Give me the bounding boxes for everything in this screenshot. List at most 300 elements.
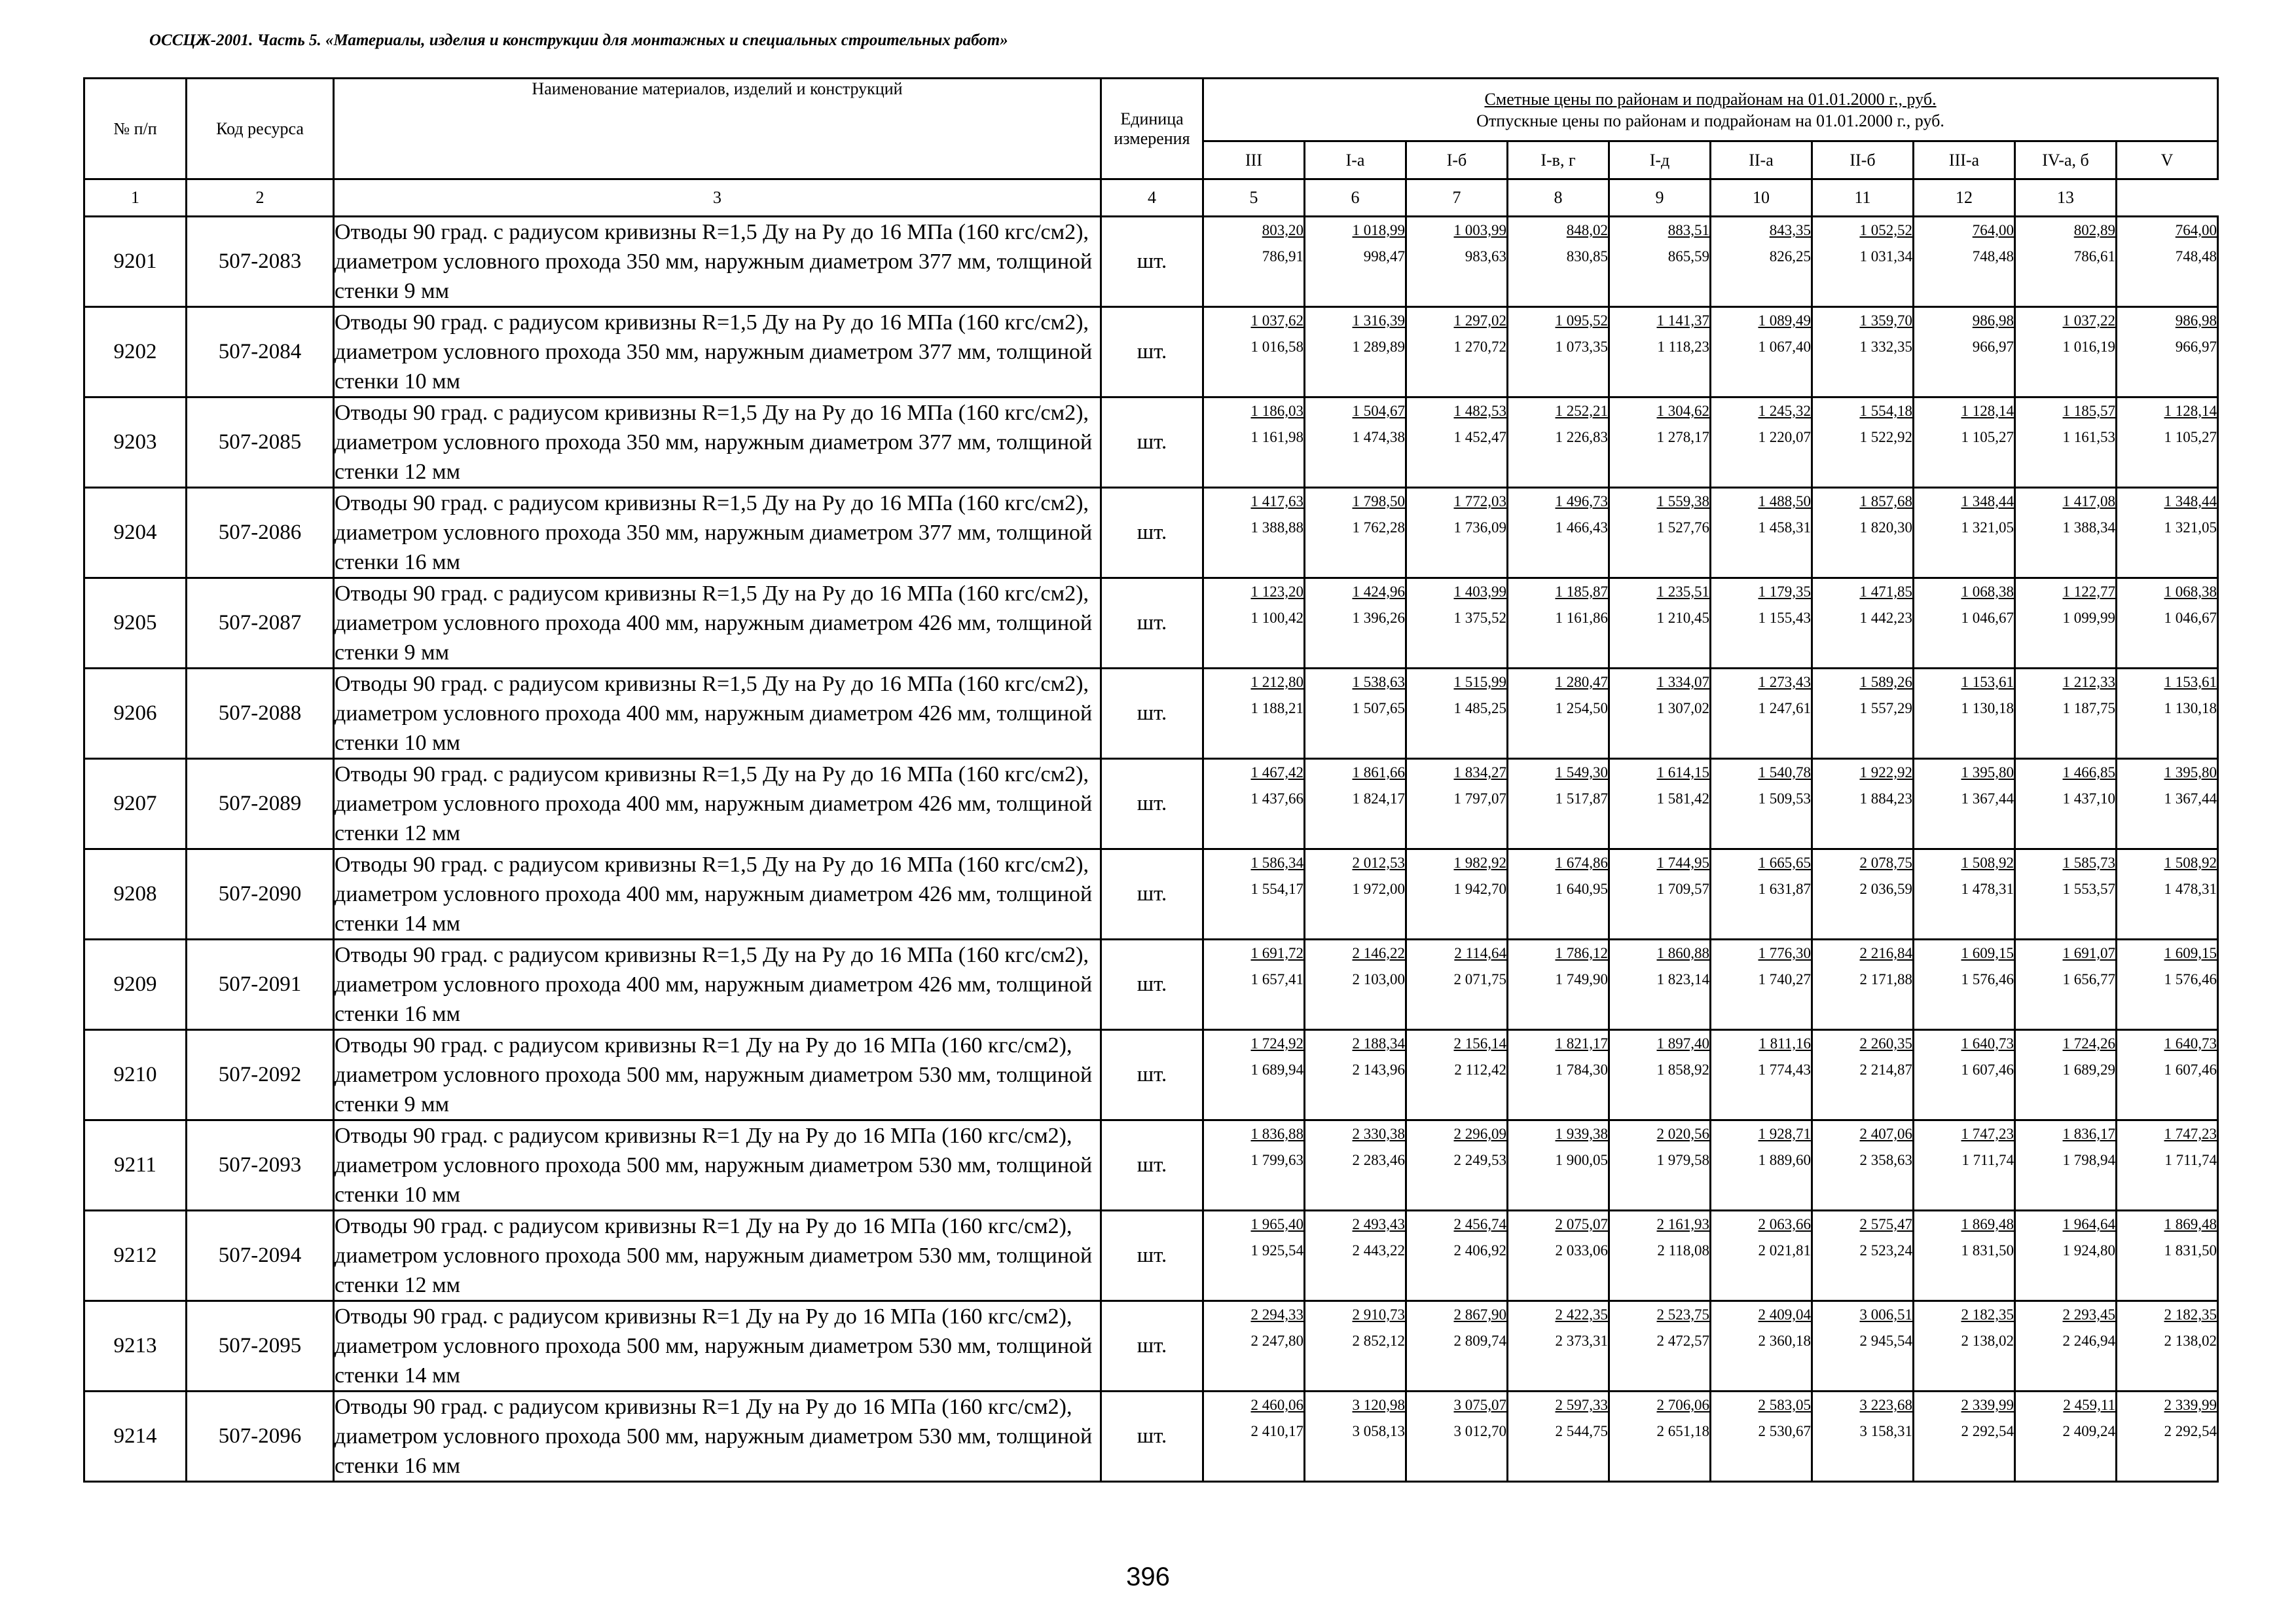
estimate-price: 1 128,14	[2164, 403, 2217, 419]
col-header-name: Наименование материалов, изделий и конструкций	[334, 79, 1101, 179]
price-cell	[1711, 1030, 1812, 1120]
row-number: 9210	[84, 1030, 187, 1120]
price-cell	[1406, 759, 1508, 849]
price-cell	[1812, 1030, 1914, 1120]
col-header-region: I-б	[1406, 141, 1508, 179]
price-cell	[2117, 217, 2218, 307]
price-cell	[1508, 578, 1609, 669]
estimate-price: 1 482,53	[1453, 403, 1506, 419]
price-cell	[1203, 849, 1305, 940]
row-number: 9213	[84, 1301, 187, 1392]
release-price: 1 100,42	[1250, 610, 1303, 626]
unit: шт.	[1101, 759, 1203, 849]
estimate-price: 1 857,68	[1859, 493, 1912, 509]
estimate-price: 2 409,04	[1758, 1306, 1811, 1323]
item-name: Отводы 90 град. с радиусом кривизны R=1,5 Ду на Ру до 16 МПа (160 кгс/см2), диаметром условного прохода 400 мм, наружным диаметром 426 мм, толщиной стенки 12 мм	[334, 759, 1101, 849]
estimate-price: 2 114,64	[1454, 945, 1506, 961]
estimate-price: 3 120,98	[1352, 1397, 1405, 1413]
estimate-price: 2 910,73	[1352, 1306, 1405, 1323]
estimate-price: 1 122,77	[2062, 583, 2115, 600]
release-price: 1 073,35	[1555, 339, 1608, 355]
release-price: 2 410,17	[1250, 1423, 1303, 1439]
release-price: 1 188,21	[1250, 700, 1303, 716]
estimate-price: 1 869,48	[1961, 1216, 2014, 1232]
price-cell	[1609, 1392, 1711, 1482]
row-number: 9201	[84, 217, 187, 307]
estimate-price: 2 523,75	[1656, 1306, 1709, 1323]
estimate-price: 1 037,62	[1250, 312, 1303, 329]
prices-release-label: Отпускные цены по районам и подрайонам на 01.01.2000 г., руб.	[1476, 111, 1944, 130]
estimate-price: 1 724,26	[2062, 1035, 2115, 1052]
estimate-price: 1 186,03	[1250, 403, 1303, 419]
estimate-price: 1 540,78	[1758, 764, 1811, 781]
estimate-price: 1 609,15	[2164, 945, 2217, 961]
release-price: 2 472,57	[1656, 1333, 1709, 1349]
column-number: 2	[187, 179, 334, 217]
estimate-price: 1 252,21	[1555, 403, 1608, 419]
estimate-price: 1 068,38	[1961, 583, 2014, 600]
column-number: 4	[1101, 179, 1203, 217]
estimate-price: 1 417,63	[1250, 493, 1303, 509]
resource-code: 507-2096	[187, 1392, 334, 1482]
release-price: 2 809,74	[1453, 1333, 1506, 1349]
release-price: 3 158,31	[1859, 1423, 1912, 1439]
price-cell	[2015, 397, 2117, 488]
release-price: 1 507,65	[1352, 700, 1405, 716]
release-price: 1 220,07	[1758, 429, 1811, 445]
estimate-price: 1 747,23	[2164, 1126, 2217, 1142]
estimate-price: 1 052,52	[1859, 222, 1912, 238]
release-price: 1 527,76	[1656, 519, 1709, 536]
estimate-price: 764,00	[1972, 222, 2014, 238]
estimate-price: 1 549,30	[1555, 764, 1608, 781]
price-cell	[1406, 1301, 1508, 1392]
release-price: 1 925,54	[1250, 1242, 1303, 1259]
col-header-region: IV-а, б	[2015, 141, 2117, 179]
price-cell	[1305, 1301, 1406, 1392]
table-row	[84, 488, 2218, 578]
release-price: 1 130,18	[1961, 700, 2014, 716]
price-cell	[1609, 940, 1711, 1030]
price-cell	[1203, 1211, 1305, 1301]
estimate-price: 1 614,15	[1656, 764, 1709, 781]
release-price: 1 161,98	[1250, 429, 1303, 445]
price-cell	[1305, 1120, 1406, 1211]
column-number: 11	[1812, 179, 1914, 217]
price-cell	[1609, 1120, 1711, 1211]
estimate-price: 1 640,73	[1961, 1035, 2014, 1052]
unit: шт.	[1101, 397, 1203, 488]
release-price: 1 554,17	[1250, 881, 1303, 897]
price-cell	[1203, 1392, 1305, 1482]
col-header-region: I-д	[1609, 141, 1711, 179]
release-price: 1 458,31	[1758, 519, 1811, 536]
unit: шт.	[1101, 940, 1203, 1030]
price-cell	[1508, 759, 1609, 849]
estimate-price: 1 153,61	[2164, 674, 2217, 690]
release-price: 1 474,38	[1352, 429, 1405, 445]
price-cell	[1508, 940, 1609, 1030]
price-cell	[1711, 1211, 1812, 1301]
estimate-price: 1 665,65	[1758, 855, 1811, 871]
resource-code: 507-2084	[187, 307, 334, 397]
release-price: 2 373,31	[1555, 1333, 1608, 1349]
estimate-price: 2 063,66	[1758, 1216, 1811, 1232]
release-price: 1 799,63	[1250, 1152, 1303, 1168]
price-cell	[1406, 940, 1508, 1030]
price-cell	[1305, 849, 1406, 940]
price-cell	[1305, 307, 1406, 397]
price-cell	[2015, 940, 2117, 1030]
estimate-price: 2 339,99	[1961, 1397, 2014, 1413]
estimate-price: 2 330,38	[1352, 1126, 1405, 1142]
col-header-unit: Единица измерения	[1101, 79, 1203, 179]
price-cell	[1914, 849, 2015, 940]
estimate-price: 1 185,87	[1555, 583, 1608, 600]
price-cell	[1508, 217, 1609, 307]
item-name: Отводы 90 град. с радиусом кривизны R=1,5 Ду на Ру до 16 МПа (160 кгс/см2), диаметром условного прохода 350 мм, наружным диаметром 377 мм, толщиной стенки 16 мм	[334, 488, 1101, 578]
resource-code: 507-2092	[187, 1030, 334, 1120]
release-price: 1 332,35	[1859, 339, 1912, 355]
price-cell	[1609, 1301, 1711, 1392]
estimate-price: 1 496,73	[1555, 493, 1608, 509]
price-cell	[1508, 669, 1609, 759]
estimate-price: 1 273,43	[1758, 674, 1811, 690]
estimate-price: 1 037,22	[2062, 312, 2115, 329]
price-cell	[1203, 578, 1305, 669]
release-price: 1 924,80	[2062, 1242, 2115, 1259]
release-price: 1 321,05	[2164, 519, 2217, 536]
release-price: 1 820,30	[1859, 519, 1912, 536]
estimate-price: 883,51	[1667, 222, 1709, 238]
release-price: 1 118,23	[1657, 339, 1709, 355]
estimate-price: 2 460,06	[1250, 1397, 1303, 1413]
release-price: 826,25	[1769, 248, 1811, 265]
estimate-price: 1 348,44	[2164, 493, 2217, 509]
release-price: 1 522,92	[1859, 429, 1912, 445]
price-cell	[2015, 578, 2117, 669]
estimate-price: 1 153,61	[1961, 674, 2014, 690]
price-cell	[1812, 1211, 1914, 1301]
price-cell	[2117, 1120, 2218, 1211]
release-price: 2 036,59	[1859, 881, 1912, 897]
table-row	[84, 1392, 2218, 1482]
col-header-region: III	[1203, 141, 1305, 179]
estimate-price: 1 609,15	[1961, 945, 2014, 961]
release-price: 1 210,45	[1656, 610, 1709, 626]
release-price: 966,97	[1972, 339, 2014, 355]
release-price: 1 517,87	[1555, 790, 1608, 807]
column-number: 1	[84, 179, 187, 217]
release-price: 2 406,92	[1453, 1242, 1506, 1259]
estimate-price: 2 459,11	[2063, 1397, 2115, 1413]
resource-code: 507-2088	[187, 669, 334, 759]
estimate-price: 1 897,40	[1656, 1035, 1709, 1052]
release-price: 1 553,57	[2062, 881, 2115, 897]
price-cell	[2117, 1392, 2218, 1482]
estimate-price: 2 161,93	[1656, 1216, 1709, 1232]
release-price: 1 607,46	[1961, 1061, 2014, 1078]
price-cell	[1203, 940, 1305, 1030]
price-cell	[1406, 1030, 1508, 1120]
estimate-price: 1 515,99	[1453, 674, 1506, 690]
estimate-price: 1 304,62	[1656, 403, 1709, 419]
release-price: 2 409,24	[2062, 1423, 2115, 1439]
price-cell	[1406, 307, 1508, 397]
release-price: 1 321,05	[1961, 519, 2014, 536]
price-cell	[1305, 1030, 1406, 1120]
estimate-price: 1 403,99	[1453, 583, 1506, 600]
unit: шт.	[1101, 669, 1203, 759]
col-header-region: II-а	[1711, 141, 1812, 179]
release-price: 1 709,57	[1656, 881, 1709, 897]
table-row	[84, 1301, 2218, 1392]
estimate-price: 2 156,14	[1453, 1035, 1506, 1052]
col-header-region: III-а	[1914, 141, 2015, 179]
estimate-price: 1 982,92	[1453, 855, 1506, 871]
price-cell	[1305, 397, 1406, 488]
release-price: 1 942,70	[1453, 881, 1506, 897]
estimate-price: 843,35	[1769, 222, 1811, 238]
column-number: 13	[2015, 179, 2117, 217]
estimate-price: 1 928,71	[1758, 1126, 1811, 1142]
estimate-price: 986,98	[1972, 312, 2014, 329]
release-price: 2 246,94	[2062, 1333, 2115, 1349]
price-cell	[2117, 1301, 2218, 1392]
release-price: 1 254,50	[1555, 700, 1608, 716]
estimate-price: 1 235,51	[1656, 583, 1709, 600]
release-price: 1 689,29	[2062, 1061, 2115, 1078]
estimate-price: 1 554,18	[1859, 403, 1912, 419]
price-cell	[1406, 578, 1508, 669]
release-price: 2 360,18	[1758, 1333, 1811, 1349]
row-number: 9214	[84, 1392, 187, 1482]
price-cell	[1609, 759, 1711, 849]
price-cell	[1203, 1120, 1305, 1211]
estimate-price: 1 869,48	[2164, 1216, 2217, 1232]
unit: шт.	[1101, 578, 1203, 669]
price-cell	[1914, 397, 2015, 488]
estimate-price: 1 348,44	[1961, 493, 2014, 509]
estimate-price: 1 212,80	[1250, 674, 1303, 690]
estimate-price: 1 836,88	[1250, 1126, 1303, 1142]
release-price: 1 576,46	[2164, 971, 2217, 987]
row-number: 9202	[84, 307, 187, 397]
release-price: 1 485,25	[1453, 700, 1506, 716]
estimate-price: 2 407,06	[1859, 1126, 1912, 1142]
release-price: 2 021,81	[1758, 1242, 1811, 1259]
release-price: 2 118,08	[1657, 1242, 1709, 1259]
release-price: 1 161,86	[1555, 610, 1608, 626]
release-price: 1 105,27	[1961, 429, 2014, 445]
price-cell	[1914, 1301, 2015, 1392]
price-cell	[2015, 1301, 2117, 1392]
release-price: 2 071,75	[1453, 971, 1506, 987]
price-cell	[1305, 669, 1406, 759]
col-header-region: I-в, г	[1508, 141, 1609, 179]
resource-code: 507-2083	[187, 217, 334, 307]
col-header-code: Код ресурса	[187, 79, 334, 179]
release-price: 786,61	[2073, 248, 2115, 265]
estimate-price: 2 075,07	[1555, 1216, 1608, 1232]
release-price: 1 247,61	[1758, 700, 1811, 716]
release-price: 2 138,02	[1961, 1333, 2014, 1349]
release-price: 1 784,30	[1555, 1061, 1608, 1078]
table-row	[84, 669, 2218, 759]
estimate-price: 1 811,16	[1758, 1035, 1811, 1052]
release-price: 1 307,02	[1656, 700, 1709, 716]
release-price: 983,63	[1465, 248, 1506, 265]
release-price: 1 016,58	[1250, 339, 1303, 355]
price-cell	[1914, 1030, 2015, 1120]
item-name: Отводы 90 град. с радиусом кривизны R=1 Ду на Ру до 16 МПа (160 кгс/см2), диаметром условного прохода 500 мм, наружным диаметром 530 мм, толщиной стенки 16 мм	[334, 1392, 1101, 1482]
release-price: 2 523,24	[1859, 1242, 1912, 1259]
price-cell	[1812, 759, 1914, 849]
item-name: Отводы 90 град. с радиусом кривизны R=1 Ду на Ру до 16 МПа (160 кгс/см2), диаметром условного прохода 500 мм, наружным диаметром 530 мм, толщиной стенки 10 мм	[334, 1120, 1101, 1211]
release-price: 1 657,41	[1250, 971, 1303, 987]
release-price: 2 443,22	[1352, 1242, 1405, 1259]
estimate-price: 1 123,20	[1250, 583, 1303, 600]
row-number: 9209	[84, 940, 187, 1030]
release-price: 2 852,12	[1352, 1333, 1405, 1349]
price-cell	[2015, 849, 2117, 940]
price-cell	[2015, 669, 2117, 759]
release-price: 1 046,67	[1961, 610, 2014, 626]
estimate-price: 3 223,68	[1859, 1397, 1912, 1413]
estimate-price: 802,89	[2073, 222, 2115, 238]
resource-code: 507-2091	[187, 940, 334, 1030]
price-cell	[1812, 217, 1914, 307]
prices-estimate-label: Сметные цены по районам и подрайонам на 01.01.2000 г., руб.	[1484, 89, 1937, 109]
column-number-row	[84, 179, 2218, 217]
table-body	[84, 217, 2218, 1482]
document-header: ОССЦЖ-2001. Часть 5. «Материалы, изделия и конструкции для монтажных и специальных строительных работ»	[149, 31, 1008, 49]
estimate-price: 2 020,56	[1656, 1126, 1709, 1142]
estimate-price: 2 078,75	[1859, 855, 1912, 871]
release-price: 1 226,83	[1555, 429, 1608, 445]
release-price: 1 046,67	[2164, 610, 2217, 626]
estimate-price: 1 003,99	[1453, 222, 1506, 238]
price-cell	[2117, 578, 2218, 669]
row-number: 9203	[84, 397, 187, 488]
release-price: 748,48	[1972, 248, 2014, 265]
price-cell	[1406, 217, 1508, 307]
release-price: 1 388,88	[1250, 519, 1303, 536]
price-cell	[1305, 1211, 1406, 1301]
price-cell	[1711, 307, 1812, 397]
estimate-price: 1 776,30	[1758, 945, 1811, 961]
row-number: 9212	[84, 1211, 187, 1301]
release-price: 1 581,42	[1656, 790, 1709, 807]
price-cell	[1914, 1392, 2015, 1482]
release-price: 1 375,52	[1453, 610, 1506, 626]
estimate-price: 1 821,17	[1555, 1035, 1608, 1052]
col-header-region: I-а	[1305, 141, 1406, 179]
price-cell	[2117, 1030, 2218, 1120]
resource-code: 507-2086	[187, 488, 334, 578]
row-number: 9208	[84, 849, 187, 940]
price-cell	[1305, 578, 1406, 669]
estimate-price: 1 466,85	[2062, 764, 2115, 781]
estimate-price: 2 012,53	[1352, 855, 1405, 871]
estimate-price: 1 508,92	[1961, 855, 2014, 871]
estimate-price: 2 575,47	[1859, 1216, 1912, 1232]
table-row	[84, 1211, 2218, 1301]
release-price: 1 452,47	[1453, 429, 1506, 445]
price-cell	[2117, 397, 2218, 488]
estimate-price: 1 334,07	[1656, 674, 1709, 690]
table-row	[84, 1120, 2218, 1211]
column-number: 7	[1406, 179, 1508, 217]
price-cell	[1914, 940, 2015, 1030]
release-price: 2 358,63	[1859, 1152, 1912, 1168]
item-name: Отводы 90 град. с радиусом кривизны R=1,5 Ду на Ру до 16 МПа (160 кгс/см2), диаметром условного прохода 400 мм, наружным диаметром 426 мм, толщиной стенки 9 мм	[334, 578, 1101, 669]
unit: шт.	[1101, 217, 1203, 307]
release-price: 1 278,17	[1656, 429, 1709, 445]
unit: шт.	[1101, 1392, 1203, 1482]
release-price: 1 437,66	[1250, 790, 1303, 807]
price-cell	[1609, 217, 1711, 307]
release-price: 2 544,75	[1555, 1423, 1608, 1439]
release-price: 1 711,74	[1961, 1152, 2014, 1168]
table-row	[84, 397, 2218, 488]
estimate-price: 1 744,95	[1656, 855, 1709, 871]
unit: шт.	[1101, 488, 1203, 578]
item-name: Отводы 90 град. с радиусом кривизны R=1,5 Ду на Ру до 16 МПа (160 кгс/см2), диаметром условного прохода 350 мм, наружным диаметром 377 мм, толщиной стенки 10 мм	[334, 307, 1101, 397]
release-price: 1 270,72	[1453, 339, 1506, 355]
table-row	[84, 940, 2218, 1030]
price-cell	[1203, 759, 1305, 849]
estimate-price: 1 316,39	[1352, 312, 1405, 329]
price-cell	[1203, 397, 1305, 488]
estimate-price: 1 834,27	[1453, 764, 1506, 781]
table-row	[84, 849, 2218, 940]
release-price: 1 979,58	[1656, 1152, 1709, 1168]
price-cell	[1508, 1392, 1609, 1482]
estimate-price: 2 182,35	[2164, 1306, 2217, 1323]
price-cell	[1406, 1392, 1508, 1482]
release-price: 2 138,02	[2164, 1333, 2217, 1349]
resource-code: 507-2085	[187, 397, 334, 488]
estimate-price: 1 965,40	[1250, 1216, 1303, 1232]
table-row	[84, 1030, 2218, 1120]
price-cell	[1812, 1392, 1914, 1482]
price-cell	[1812, 940, 1914, 1030]
release-price: 1 831,50	[1961, 1242, 2014, 1259]
estimate-price: 1 747,23	[1961, 1126, 2014, 1142]
col-header-num: № п/п	[84, 79, 187, 179]
price-cell	[1406, 397, 1508, 488]
release-price: 2 103,00	[1352, 971, 1405, 987]
price-cell	[1711, 759, 1812, 849]
release-price: 1 155,43	[1758, 610, 1811, 626]
row-number: 9205	[84, 578, 187, 669]
release-price: 1 442,23	[1859, 610, 1912, 626]
estimate-price: 1 488,50	[1758, 493, 1811, 509]
price-cell	[1914, 669, 2015, 759]
estimate-price: 1 212,33	[2062, 674, 2115, 690]
unit: шт.	[1101, 307, 1203, 397]
release-price: 3 012,70	[1453, 1423, 1506, 1439]
release-price: 748,48	[2175, 248, 2217, 265]
estimate-price: 848,02	[1566, 222, 1608, 238]
price-cell	[1609, 669, 1711, 759]
price-cell	[1609, 307, 1711, 397]
release-price: 1 105,27	[2164, 429, 2217, 445]
estimate-price: 1 280,47	[1555, 674, 1608, 690]
price-cell	[1812, 488, 1914, 578]
estimate-price: 1 538,63	[1352, 674, 1405, 690]
